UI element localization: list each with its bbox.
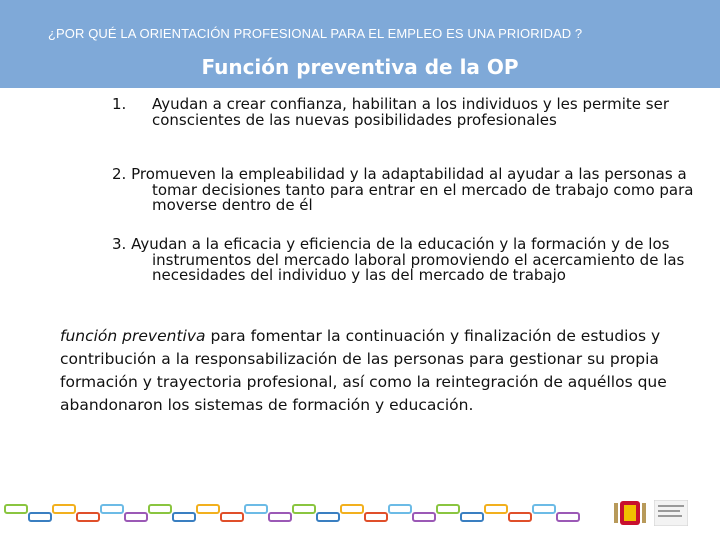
list-item-2: 2. Promueven la empleabilidad y la adaptabilidad al ayudar a las personas a tomar decisiones tanto para entrar en el mercado de trabajo como para moverse dentro de él xyxy=(112,165,694,214)
list-item-3: 3. Ayudan a la eficacia y eficiencia de la educación y la formación y de los instrumentos del mercado laboral promoviendo el acercamiento de las necesidades del individuo y las del mercado de trabajo xyxy=(112,235,685,284)
chain-link xyxy=(412,512,436,522)
header-banner xyxy=(0,0,720,88)
chain-link xyxy=(52,504,76,514)
coat-of-arms-logo-icon xyxy=(612,497,648,529)
chain-link xyxy=(292,504,316,514)
chain-link xyxy=(76,512,100,522)
chain-link xyxy=(436,504,460,514)
chain-link xyxy=(532,504,556,514)
chain-link xyxy=(508,512,532,522)
chain-link xyxy=(388,504,412,514)
chain-link xyxy=(172,512,196,522)
chain-link xyxy=(340,504,364,514)
chain-link xyxy=(556,512,580,522)
chain-link xyxy=(220,512,244,522)
chain-link xyxy=(316,512,340,522)
paragraph-text: para fomentar la continuación y finalización de estudios y contribución a la responsabilización de las personas para gestionar su propia formación y trayectoria profesional, así como la reintegración de aquéllos que abandonaron los sistemas de formación y educación. xyxy=(60,327,667,414)
footer-chain-decoration xyxy=(0,498,600,528)
chain-link xyxy=(460,512,484,522)
chain-link xyxy=(268,512,292,522)
chain-link xyxy=(364,512,388,522)
chain-link xyxy=(124,512,148,522)
body-paragraph xyxy=(60,325,670,417)
list-item-number: 1. xyxy=(112,95,127,113)
chain-link xyxy=(4,504,28,514)
header-subtitle: ¿POR QUÉ LA ORIENTACIÓN PROFESIONAL PARA EL EMPLEO ES UNA PRIORIDAD ? xyxy=(48,26,583,41)
chain-link xyxy=(100,504,124,514)
page-title: Función preventiva de la OP xyxy=(201,55,519,79)
list-item-text: Ayudan a crear confianza, habilitan a los individuos y les permite ser conscientes de las nuevas posibilidades profesionales xyxy=(152,95,669,129)
chain-link xyxy=(244,504,268,514)
ministry-logo-icon xyxy=(654,500,688,526)
chain-link xyxy=(484,504,508,514)
chain-link xyxy=(28,512,52,522)
chain-link xyxy=(148,504,172,514)
paragraph-emphasis: función preventiva xyxy=(60,327,206,345)
chain-link xyxy=(196,504,220,514)
